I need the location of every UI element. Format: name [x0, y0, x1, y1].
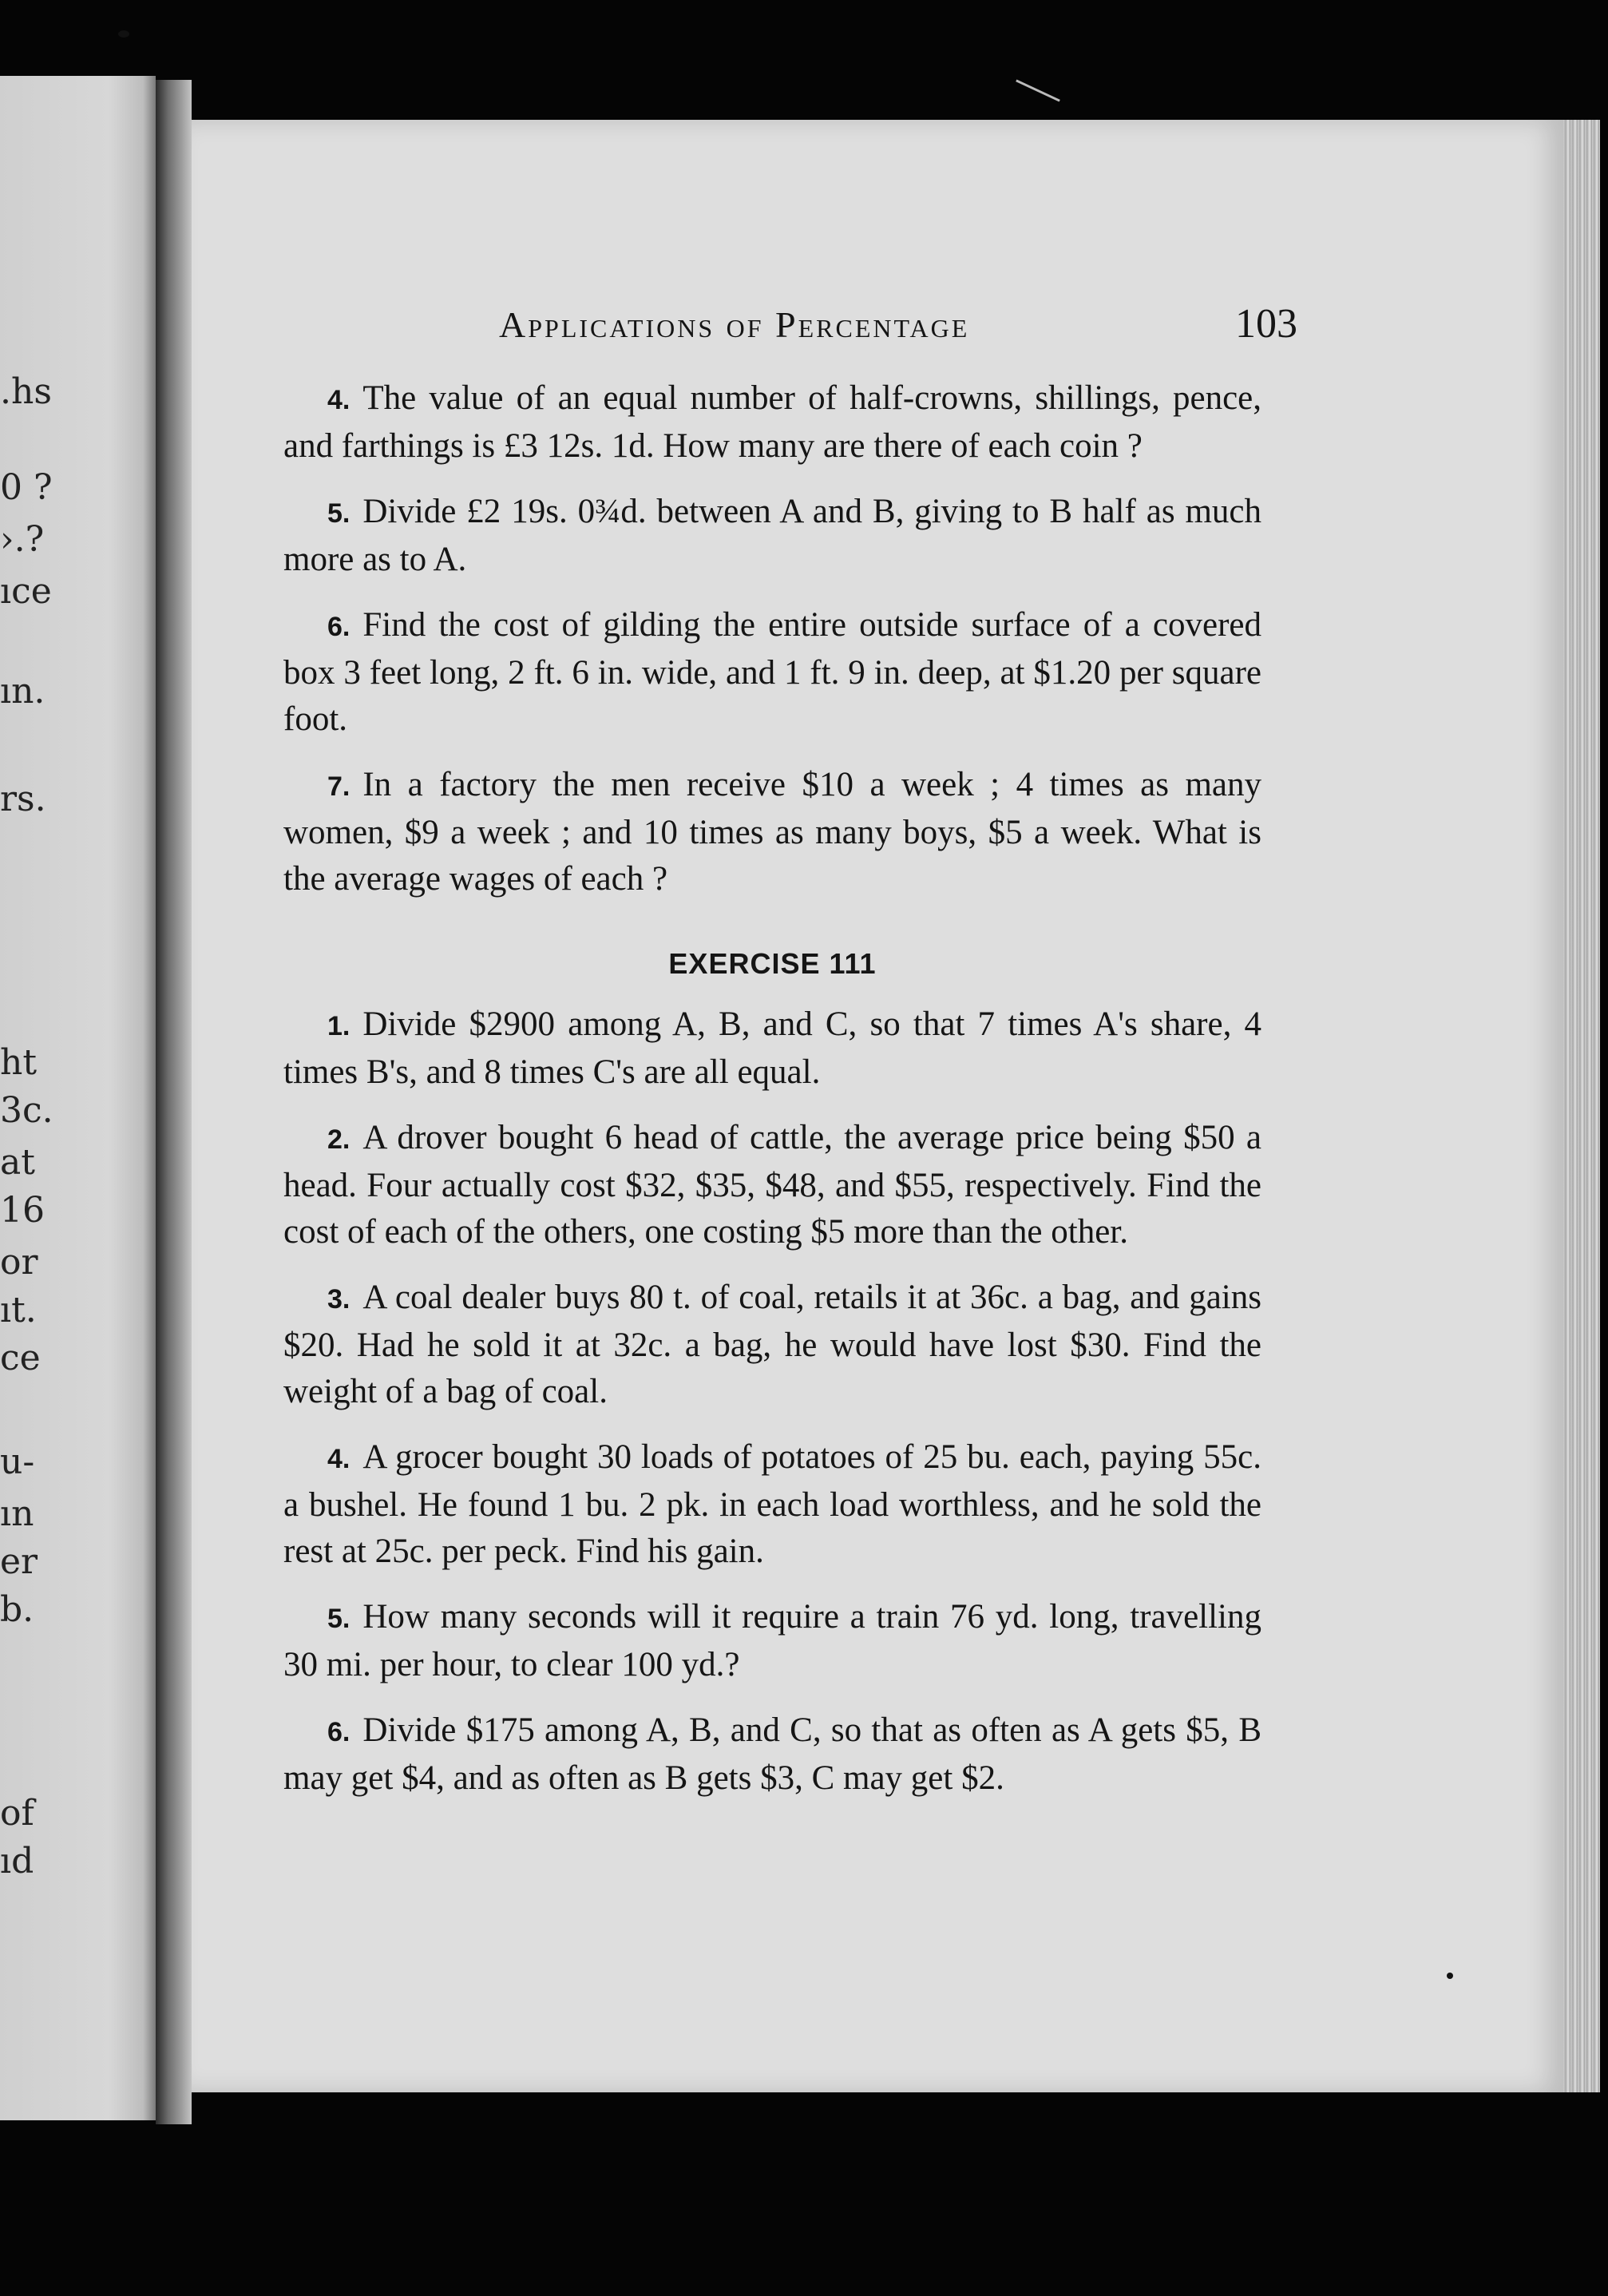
- problem: [283, 1115, 1261, 1255]
- problem: [283, 1001, 1261, 1096]
- problem-text: In a factory the men receive $10 a week ; 4 times as many women, $9 a week ; and 10 times as many boys, $5 a week. What is the average wages of each ?: [283, 766, 1261, 898]
- page-number: 103: [1235, 301, 1297, 347]
- problem-text: A coal dealer buys 80 t. of coal, retails it at 36c. a bag, and gains $20. Had he sold it at 32c. a bag, he would have lost $30. Find the weight of a bag of coal.: [283, 1279, 1261, 1410]
- left-page-fragment: of: [0, 1793, 34, 1834]
- left-page-fragment: ht: [0, 1042, 38, 1083]
- left-page-fragment: ce: [0, 1338, 41, 1378]
- left-page-fragment: ıt.: [0, 1290, 37, 1330]
- problem-number: 1.: [327, 1011, 351, 1041]
- problem-text: A drover bought 6 head of cattle, the average price being $50 a head. Four actually cost $32, $35, $48, and $55, respectively. Find the cost of each of the others, one costing $5 more than the other.: [283, 1119, 1261, 1251]
- problem-number: 6.: [327, 1717, 351, 1747]
- problem-number: 3.: [327, 1284, 351, 1315]
- problem: [283, 1275, 1261, 1415]
- left-page-fragment: at: [0, 1142, 35, 1183]
- problem: [283, 1707, 1261, 1802]
- problem: [283, 489, 1261, 583]
- left-page-fragment: or: [0, 1242, 38, 1283]
- problem: [283, 762, 1261, 902]
- left-page-fragment: ›.?: [0, 519, 45, 560]
- left-page-fragment: ın: [0, 1493, 34, 1534]
- exercise-heading: EXERCISE 111: [668, 947, 877, 980]
- book-gutter: [156, 80, 192, 2124]
- problem-text: Find the cost of gilding the entire outside surface of a covered box 3 feet long, 2 ft. 6 in. wide, and 1 ft. 9 in. deep, at $1.20 per square foot.: [283, 606, 1261, 738]
- problem-number: 4.: [327, 385, 351, 415]
- problem: [283, 602, 1261, 743]
- problem-number: 6.: [327, 612, 351, 642]
- running-title: Applications of Percentage: [499, 304, 970, 345]
- problem: [283, 1434, 1261, 1575]
- problem-number: 2.: [327, 1124, 351, 1155]
- left-page-fragment: 0 ?: [0, 467, 53, 508]
- left-page-fragment: ıd: [0, 1841, 34, 1882]
- left-page-edge: [0, 76, 156, 2120]
- film-scratch: [1016, 79, 1060, 101]
- page-content: [283, 301, 1297, 1821]
- dust-speck: [118, 30, 129, 38]
- running-head: [283, 301, 1297, 367]
- dust-speck: [1447, 1973, 1453, 1979]
- page-stack-edge: [1563, 120, 1600, 2092]
- left-page-fragment: 16: [0, 1190, 45, 1231]
- left-page-fragment: b.: [0, 1589, 34, 1630]
- problem-text: Divide $2900 among A, B, and C, so that 7 times A's share, 4 times B's, and 8 times C's are all equal.: [283, 1005, 1261, 1091]
- problem-text: A grocer bought 30 loads of potatoes of 25 bu. each, paying 55c. a bushel. He found 1 bu. 2 pk. in each load worthless, and he sold the rest at 25c. per peck. Find his gain.: [283, 1438, 1261, 1570]
- problem-number: 4.: [327, 1444, 351, 1474]
- problem: [283, 375, 1261, 470]
- problem-number: 5.: [327, 498, 351, 529]
- problem-text: The value of an equal number of half-crowns, shillings, pence, and farthings is £3 12s. 1d. How many are there of each coin ?: [283, 379, 1261, 465]
- problem: [283, 1594, 1261, 1688]
- left-page-fragment: .hs: [0, 371, 52, 412]
- left-page-fragment: er: [0, 1541, 38, 1582]
- problem-text: Divide £2 19s. 0¾d. between A and B, giving to B half as much more as to A.: [283, 493, 1261, 578]
- left-page-fragment: u-: [0, 1441, 35, 1482]
- problem-number: 5.: [327, 1604, 351, 1634]
- left-page-fragment: ıce: [0, 571, 52, 612]
- left-page-fragment: rs.: [0, 779, 46, 819]
- problem-number: 7.: [327, 771, 351, 802]
- problem-text: How many seconds will it require a train 76 yd. long, travelling 30 mi. per hour, to clear 100 yd.?: [283, 1598, 1261, 1683]
- problem-text: Divide $175 among A, B, and C, so that as often as A gets $5, B may get $4, and as often as B gets $3, C may get $2.: [283, 1711, 1261, 1797]
- left-page-fragment: 3c.: [0, 1090, 53, 1131]
- left-page-fragment: ın.: [0, 671, 46, 712]
